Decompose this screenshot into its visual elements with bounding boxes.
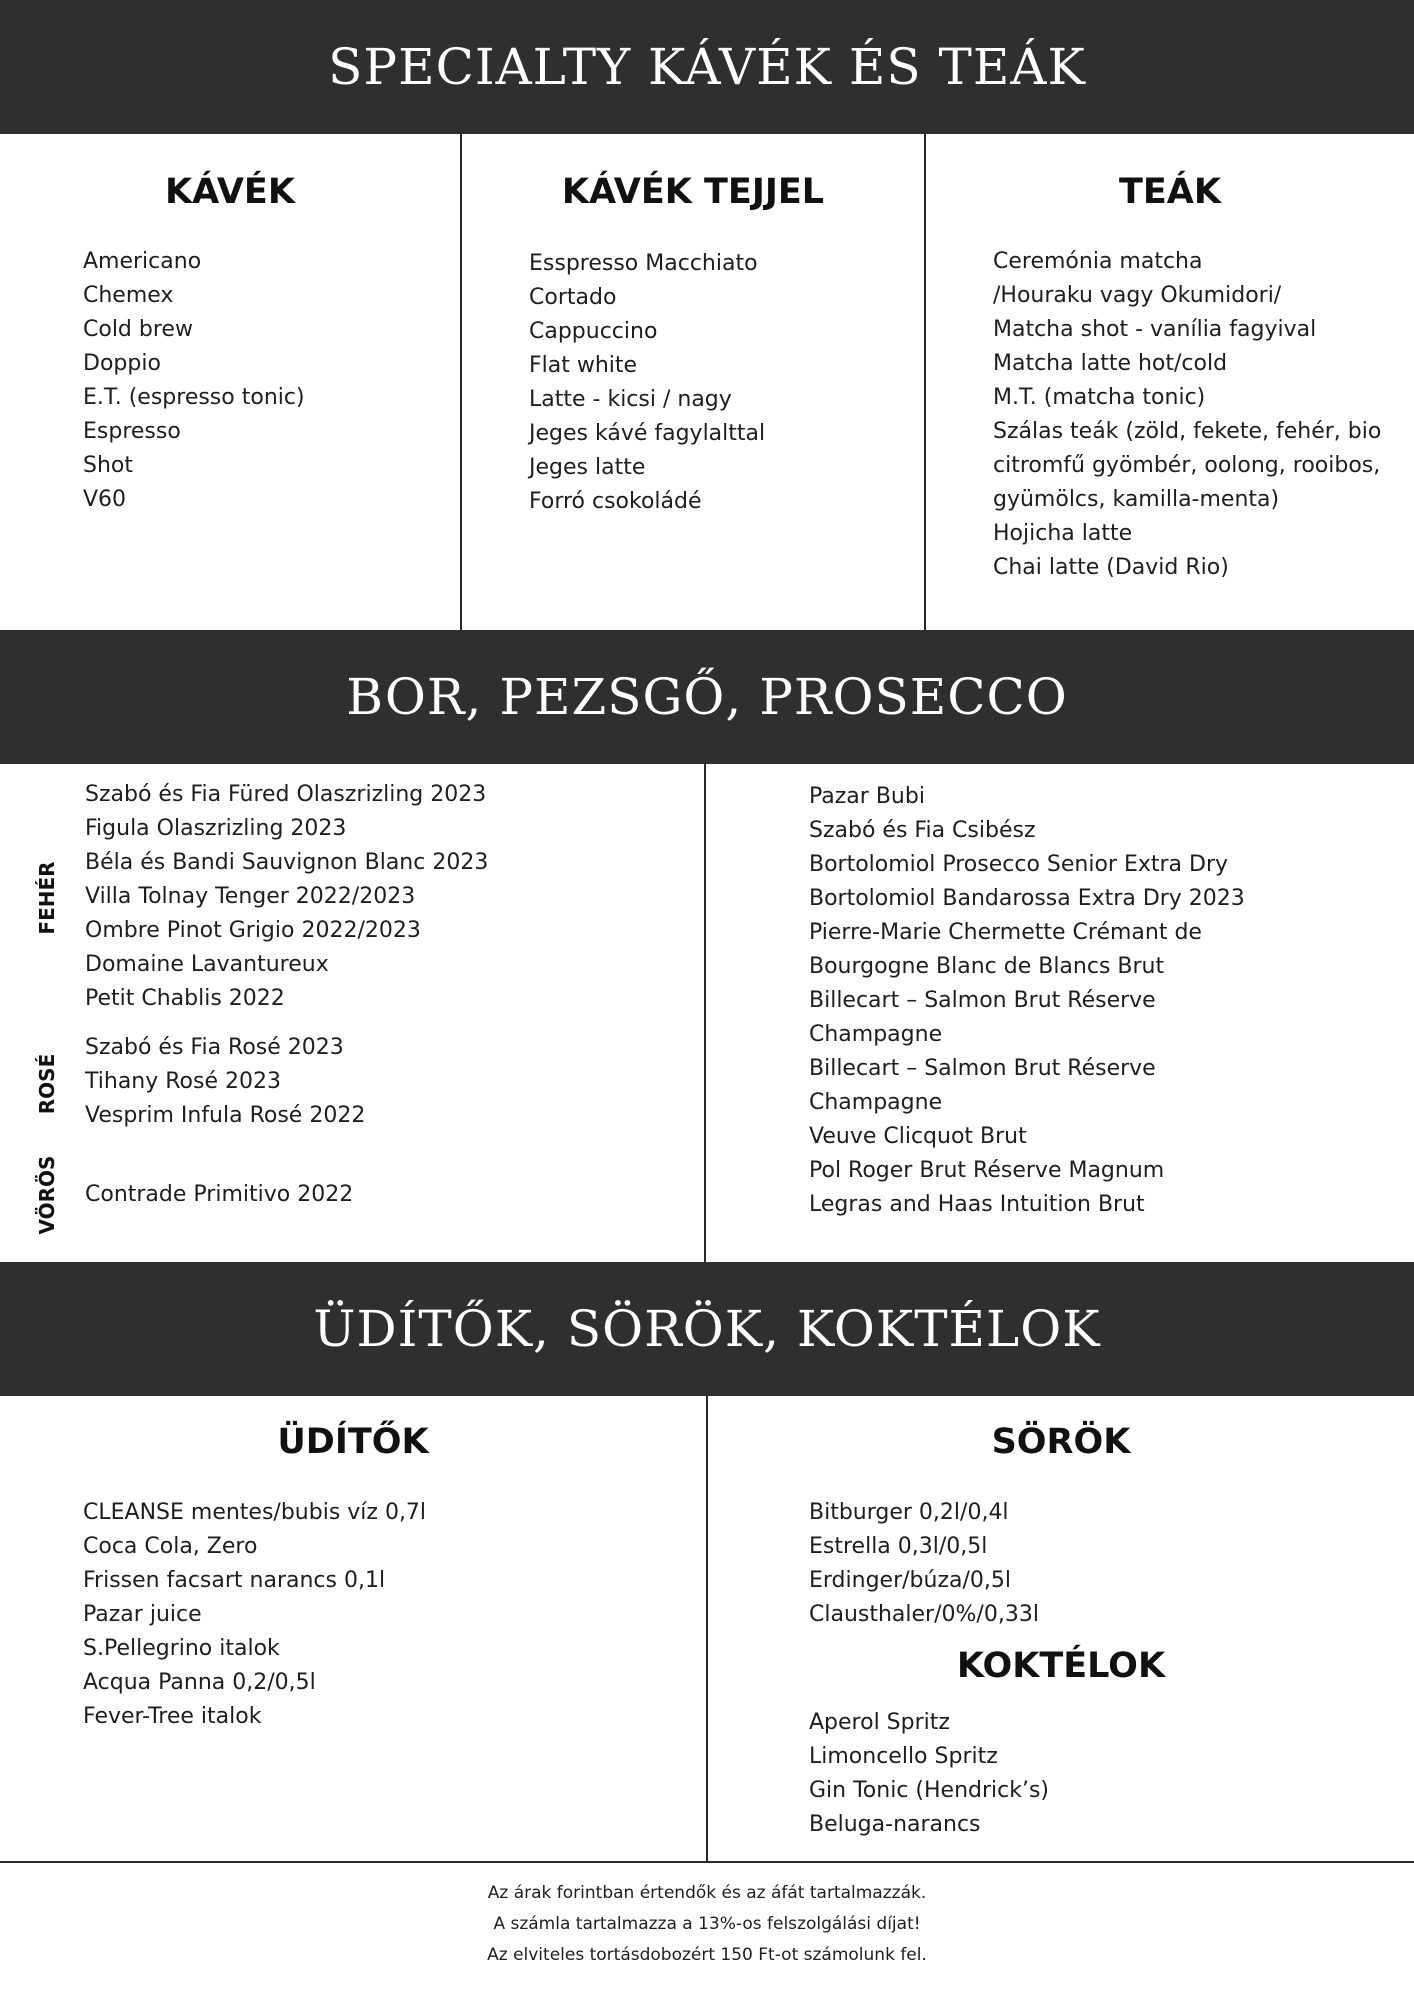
list-soft-drinks: [83, 1496, 426, 1734]
list-item: Acqua Panna 0,2/0,5l: [83, 1670, 316, 1695]
list-item: Flat white: [529, 353, 638, 378]
list-item: Erdinger/búza/0,5l: [809, 1568, 1011, 1593]
list-item: Pol Roger Brut Réserve Magnum: [809, 1158, 1165, 1183]
heading-coffees: KÁVÉK: [165, 172, 295, 212]
wine-group-label-white: FEHÉR: [35, 861, 59, 935]
list-item: Petit Chablis 2022: [85, 986, 285, 1011]
list-item: Figula Olaszrizling 2023: [85, 816, 347, 841]
list-item: Pazar Bubi: [809, 784, 925, 809]
list-item: Hojicha latte: [993, 521, 1133, 546]
footer-notes: [0, 1878, 1414, 1971]
list-item: citromfű gyömbér, oolong, rooibos,: [993, 453, 1381, 478]
list-item: Forró csokoládé: [529, 489, 702, 514]
list-item: Estrella 0,3l/0,5l: [809, 1534, 988, 1559]
list-coffees: [83, 245, 305, 517]
list-item: Bourgogne Blanc de Blancs Brut: [809, 954, 1165, 979]
section-title-coffee-tea: SPECIALTY KÁVÉK ÉS TEÁK: [0, 0, 1414, 134]
list-item: Coca Cola, Zero: [83, 1534, 258, 1559]
list-item: Vesprim Infula Rosé 2022: [85, 1103, 366, 1128]
list-item: M.T. (matcha tonic): [993, 385, 1206, 410]
list-item: Jeges latte: [529, 455, 646, 480]
list-beers: [809, 1496, 1039, 1632]
wine-group-label-red: VÖRÖS: [35, 1155, 59, 1235]
list-item: Champagne: [809, 1022, 943, 1047]
list-item: Aperol Spritz: [809, 1710, 950, 1735]
list-item: Villa Tolnay Tenger 2022/2023: [85, 884, 416, 909]
list-item: Shot: [83, 453, 133, 478]
list-red-wines: [85, 1178, 353, 1212]
list-item: /Houraku vagy Okumidori/: [993, 283, 1282, 308]
list-item: gyümölcs, kamilla-menta): [993, 487, 1280, 512]
heading-teas: TEÁK: [1119, 172, 1221, 212]
list-item: Champagne: [809, 1090, 943, 1115]
list-item: Chai latte (David Rio): [993, 555, 1229, 580]
footer-divider: [0, 1861, 1414, 1863]
footer-note: Az árak forintban értendők és az áfát tartalmazzák.: [487, 1883, 927, 1903]
column-divider: [704, 764, 706, 1262]
list-item: Americano: [83, 249, 202, 274]
list-item: Frissen facsart narancs 0,1l: [83, 1568, 386, 1593]
list-milk-coffees: [529, 247, 765, 519]
list-item: Tihany Rosé 2023: [85, 1069, 281, 1094]
list-item: Esspresso Macchiato: [529, 251, 758, 276]
footer-note: Az elviteles tortásdobozért 150 Ft-ot számolunk fel.: [487, 1945, 927, 1965]
list-item: Béla és Bandi Sauvignon Blanc 2023: [85, 850, 489, 875]
list-item: Matcha latte hot/cold: [993, 351, 1228, 376]
list-item: Szabó és Fia Csibész: [809, 818, 1036, 843]
list-item: Beluga-narancs: [809, 1812, 981, 1837]
heading-soft-drinks: ÜDÍTŐK: [277, 1422, 429, 1462]
list-item: Fever-Tree italok: [83, 1704, 262, 1729]
column-divider: [706, 1396, 708, 1862]
list-item: Bortolomiol Bandarossa Extra Dry 2023: [809, 886, 1245, 911]
wine-group-label-rose: ROSÉ: [35, 1053, 59, 1115]
list-item: Veuve Clicquot Brut: [809, 1124, 1027, 1149]
list-item: Szálas teák (zöld, fekete, fehér, bio: [993, 419, 1382, 444]
list-teas: [993, 245, 1381, 585]
heading-cocktails: KOKTÉLOK: [956, 1646, 1166, 1686]
list-item: Szabó és Fia Rosé 2023: [85, 1035, 344, 1060]
list-item: Domaine Lavantureux: [85, 952, 329, 977]
list-item: Pierre-Marie Chermette Crémant de: [809, 920, 1202, 945]
list-item: E.T. (espresso tonic): [83, 385, 305, 410]
list-item: Legras and Haas Intuition Brut: [809, 1192, 1145, 1217]
list-cocktails: [809, 1706, 1049, 1842]
list-item: Doppio: [83, 351, 161, 376]
list-item: Ombre Pinot Grigio 2022/2023: [85, 918, 421, 943]
list-item: Billecart – Salmon Brut Réserve: [809, 1056, 1156, 1081]
section-title-drinks: ÜDÍTŐK, SÖRÖK, KOKTÉLOK: [0, 1262, 1414, 1396]
list-item: Espresso: [83, 419, 181, 444]
list-item: Chemex: [83, 283, 174, 308]
list-item: Matcha shot - vanília fagyival: [993, 317, 1317, 342]
list-item: CLEANSE mentes/bubis víz 0,7l: [83, 1500, 427, 1525]
list-item: Clausthaler/0%/0,33l: [809, 1602, 1039, 1627]
list-item: Cappuccino: [529, 319, 658, 344]
list-item: Latte - kicsi / nagy: [529, 387, 732, 412]
list-item: S.Pellegrino italok: [83, 1636, 280, 1661]
list-item: Jeges kávé fagylalttal: [529, 421, 766, 446]
list-item: Ceremónia matcha: [993, 249, 1203, 274]
section-title-wine: BOR, PEZSGŐ, PROSECCO: [0, 630, 1414, 764]
heading-milk-coffees: KÁVÉK TEJJEL: [561, 172, 825, 212]
list-item: Billecart – Salmon Brut Réserve: [809, 988, 1156, 1013]
list-rose-wines: [85, 1031, 365, 1133]
list-item: Limoncello Spritz: [809, 1744, 998, 1769]
list-sparkling-wines: [809, 780, 1245, 1222]
list-item: Pazar juice: [83, 1602, 202, 1627]
list-item: Cortado: [529, 285, 617, 310]
heading-beers: SÖRÖK: [991, 1422, 1131, 1462]
list-item: Gin Tonic (Hendrick’s): [809, 1778, 1050, 1803]
list-item: Bortolomiol Prosecco Senior Extra Dry: [809, 852, 1229, 877]
list-item: Contrade Primitivo 2022: [85, 1182, 354, 1207]
list-item: Szabó és Fia Füred Olaszrizling 2023: [85, 782, 487, 807]
footer-note: A számla tartalmazza a 13%-os felszolgálási díjat!: [493, 1914, 921, 1934]
list-item: Bitburger 0,2l/0,4l: [809, 1500, 1009, 1525]
list-item: V60: [83, 487, 127, 512]
list-white-wines: [85, 778, 488, 1016]
list-item: Cold brew: [83, 317, 193, 342]
